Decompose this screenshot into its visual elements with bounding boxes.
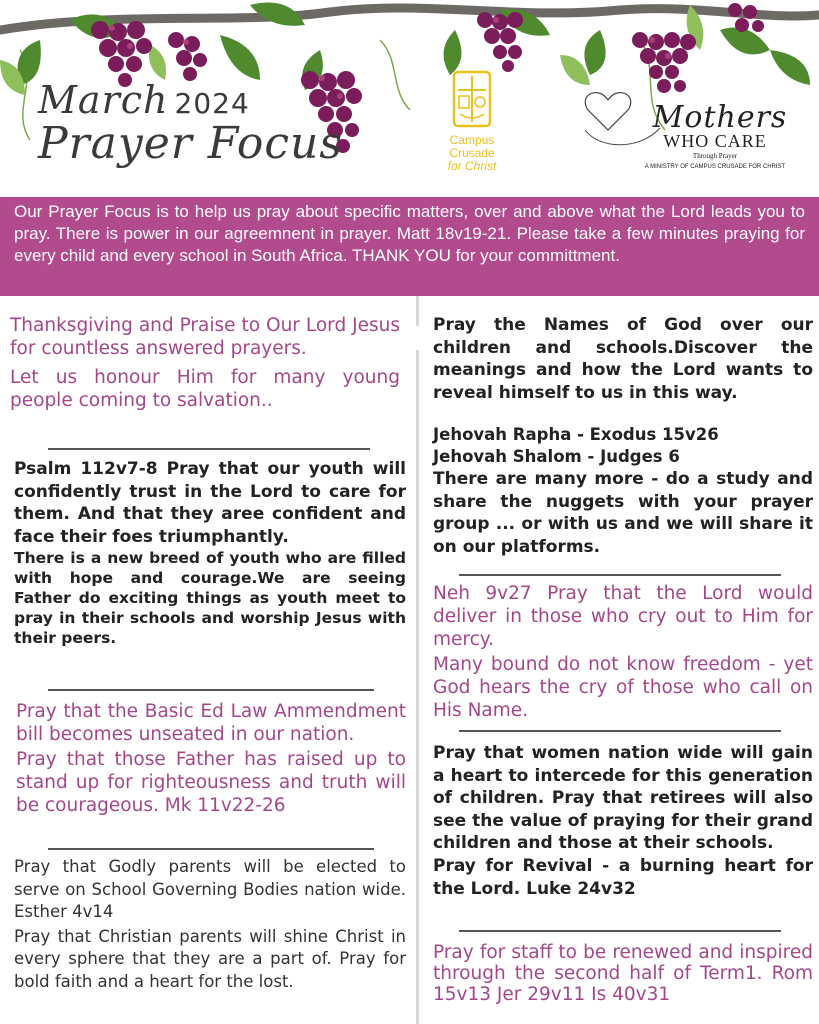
right-block-jehovah	[433, 424, 813, 467]
left-b2-p2: There is a new breed of youth who are filled with hope and courage.We are seeing Father do exciting things as youth meet to pray in their schools and worship Jesus with their peers.	[14, 549, 406, 648]
right-b3-p1: Pray that women nation wide will gain a heart to intercede for this generation of children. Pray that retirees will also see the value of praying for their grand children and those at their schools.	[433, 743, 813, 854]
right-column	[421, 296, 819, 1024]
right-b4-p1: Pray for staff to be renewed and inspired through the second half of Term1. Rom 15v13 Jer 29v11 Is 40v31	[433, 942, 813, 1005]
left-divider-1	[48, 448, 370, 450]
right-block-staff	[433, 942, 813, 1005]
ccc-line2: Crusade	[449, 146, 495, 160]
left-column	[0, 296, 415, 1024]
right-divider-3	[459, 930, 781, 932]
right-block-women	[433, 742, 813, 900]
ccc-emblem-icon	[450, 70, 494, 128]
banner-text: Our Prayer Focus is to help us pray about specific matters, over and above what the Lord leads you to pray. There is power in our agreemnent in prayer. Matt 18v19-21. Please take a few minutes praying for every child and every school in South Africa. THANK YOU for your committment.	[14, 202, 805, 265]
campus-crusade-logo	[432, 70, 512, 173]
ccc-line3: for Christ	[447, 159, 497, 173]
right-divider-2	[459, 730, 781, 732]
left-b4-p1: Pray that Godly parents will be elected to serve on School Governing Bodies nation wide. Esther 4v14	[14, 857, 406, 921]
right-block-names-of-god	[433, 314, 813, 404]
mwc-script: Mothers	[652, 100, 788, 135]
right-block-neh	[433, 582, 813, 722]
mwc-through: Through Prayer	[692, 152, 738, 160]
left-divider-2	[48, 689, 374, 691]
left-b1-p2: Let us honour Him for many young people coming to salvation..	[10, 367, 400, 411]
right-block-study	[433, 468, 813, 558]
right-divider-1	[459, 574, 781, 576]
title-month: March	[38, 78, 169, 122]
right-b1-p3: Jehovah Shalom - Judges 6	[433, 446, 680, 466]
column-divider	[416, 350, 419, 1024]
right-b1-p2: Jehovah Rapha - Exodus 15v26	[433, 425, 719, 444]
left-b4-p2: Pray that Christian parents will shine Christ in every sphere that they are a part of. Pray for bold faith and a heart for the lost.	[14, 926, 406, 991]
left-block-parents	[14, 856, 406, 993]
left-b3-p2: Pray that those Father has raised up to stand up for righteousness and truth will be courageous. Mk 11v22-26	[16, 749, 406, 816]
right-b1-p1: Pray the Names of God over our children and schools.Discover the meanings and how the Lord wants to reveal himself to us in this way.	[433, 315, 813, 403]
column-divider-top	[416, 296, 419, 326]
title-year: 2024	[174, 87, 250, 120]
intro-banner	[0, 197, 819, 296]
left-b2-p1: Psalm 112v7-8 Pray that our youth will confidently trust in the Lord to care for them. And that they aree confident and face their foes triumphantly.	[14, 459, 406, 547]
mothers-who-care-logo	[580, 100, 800, 170]
left-b1-p1: Thanksgiving and Praise to Our Lord Jesus for countless answered prayers.	[10, 315, 400, 359]
left-block-thanksgiving	[10, 314, 400, 412]
right-b2-p1: Neh 9v27 Pray that the Lord would deliver in those who cry out to Him for mercy.	[433, 583, 813, 650]
left-block-psalm	[14, 458, 406, 648]
ccc-line1: Campus	[449, 133, 495, 147]
right-b3-p2: Pray for Revival - a burning heart for the Lord. Luke 24v32	[433, 855, 813, 899]
left-block-basic-ed	[16, 700, 406, 817]
mwc-ministry: A MINISTRY OF CAMPUS CRUSADE FOR CHRIST	[644, 164, 786, 170]
page-title	[38, 78, 343, 169]
left-divider-3	[48, 848, 374, 850]
mwc-who: WHO CARE	[663, 131, 767, 151]
header	[0, 0, 819, 197]
left-b3-p1: Pray that the Basic Ed Law Ammendment bill becomes unseated in our nation.	[16, 701, 406, 745]
title-line2: Prayer Focus	[38, 118, 343, 169]
right-b2-p2: Many bound do not know freedom - yet God hears the cry of those who call on His Name.	[433, 654, 813, 721]
right-b1-p4: There are many more - do a study and share the nuggets with your prayer group ... or with us and we will share it on our platforms.	[433, 469, 813, 557]
